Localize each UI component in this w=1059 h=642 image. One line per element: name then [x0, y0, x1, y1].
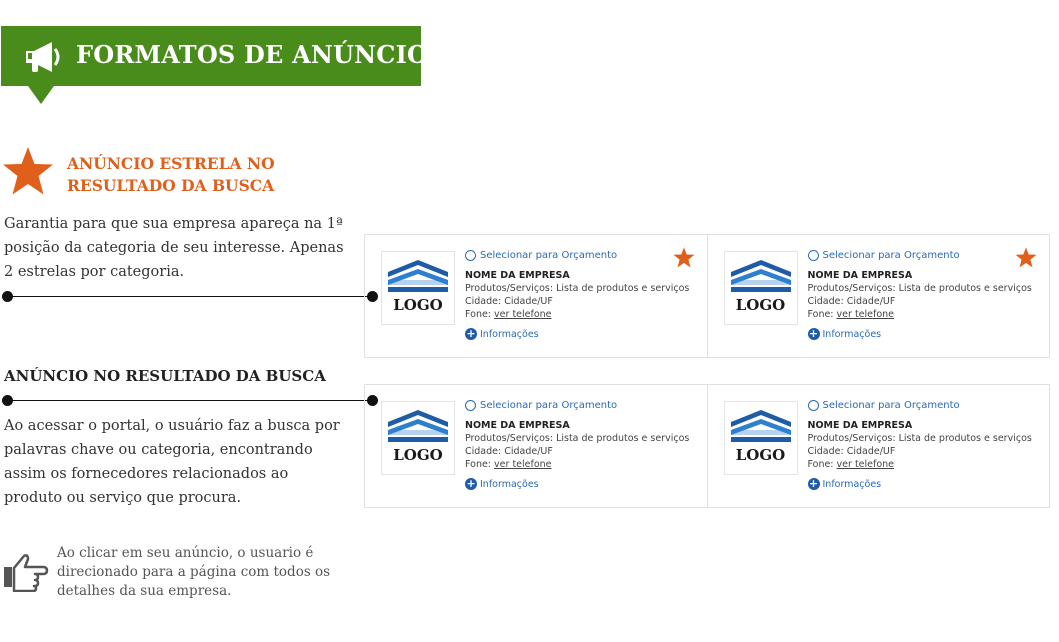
plus-circle-icon: + — [466, 327, 476, 340]
logo-building-icon — [388, 260, 448, 292]
products-line — [808, 283, 1032, 294]
select-for-quote[interactable] — [465, 400, 617, 411]
star-icon — [673, 247, 695, 268]
products-value: Lista de produtos e serviços — [556, 433, 690, 444]
header-banner-tail — [28, 86, 54, 104]
products-value: Lista de produtos e serviços — [556, 283, 690, 294]
company-logo — [381, 401, 455, 475]
products-label: Produtos/Serviços: — [465, 283, 554, 294]
ad-card[interactable] — [365, 385, 707, 507]
phone-line — [808, 309, 895, 320]
company-name: NOME DA EMPRESA — [807, 420, 913, 431]
result-section-title: ANÚNCIO NO RESULTADO DA BUSCA — [4, 367, 326, 385]
info-label: Informações — [480, 328, 539, 340]
plus-circle-icon: + — [808, 477, 819, 490]
connector-line-result — [7, 400, 372, 401]
radio-icon[interactable] — [465, 250, 476, 261]
ad-row-regular — [364, 384, 1050, 508]
city-label: Cidade: — [465, 446, 502, 457]
logo-building-icon — [731, 410, 791, 442]
city-line — [465, 296, 553, 307]
city-value: Cidade/UF — [504, 296, 553, 307]
logo-building-icon — [388, 410, 448, 442]
products-label: Produtos/Serviços: — [807, 283, 896, 294]
city-label: Cidade: — [807, 446, 844, 457]
logo-text: LOGO — [735, 296, 786, 314]
company-logo — [381, 251, 455, 325]
star-icon — [2, 146, 54, 196]
footer-note: Ao clicar em seu anúncio, o usuario é direcionado para a página com todos os detalhes da sua empresa. — [57, 545, 331, 599]
logo-text: LOGO — [393, 296, 443, 314]
info-label: Informações — [822, 328, 882, 340]
info-button[interactable] — [808, 328, 882, 340]
phone-link[interactable]: ver telefone — [836, 309, 895, 320]
radio-icon[interactable] — [808, 250, 819, 261]
phone-line — [465, 459, 552, 470]
products-line — [465, 433, 689, 444]
phone-link[interactable]: ver telefone — [494, 309, 552, 320]
phone-label: Fone: — [465, 459, 492, 470]
phone-label: Fone: — [807, 459, 834, 470]
megaphone-icon — [22, 39, 66, 75]
radio-icon[interactable] — [465, 400, 476, 411]
phone-line — [465, 309, 552, 320]
company-name: NOME DA EMPRESA — [465, 270, 570, 281]
products-label: Produtos/Serviços: — [807, 433, 896, 444]
phone-label: Fone: — [807, 309, 834, 320]
city-value: Cidade/UF — [846, 296, 896, 307]
plus-circle-icon: + — [466, 477, 476, 490]
select-for-quote-label: Selecionar para Orçamento — [822, 400, 960, 411]
select-for-quote[interactable] — [808, 250, 960, 261]
phone-line — [808, 459, 895, 470]
connector-dot — [2, 291, 13, 302]
star-section-title: ANÚNCIO ESTRELA NO RESULTADO DA BUSCA — [67, 154, 275, 195]
city-label: Cidade: — [807, 296, 844, 307]
star-icon — [1015, 247, 1037, 268]
products-label: Produtos/Serviços: — [465, 433, 554, 444]
ad-card[interactable] — [365, 235, 707, 357]
phone-label: Fone: — [465, 309, 492, 320]
products-line — [465, 283, 689, 294]
info-button[interactable] — [465, 328, 539, 340]
plus-circle-icon: + — [808, 327, 819, 340]
connector-dot — [2, 395, 13, 406]
products-line — [808, 433, 1032, 444]
logo-text: LOGO — [735, 446, 786, 464]
company-name: NOME DA EMPRESA — [807, 270, 913, 281]
ad-card[interactable] — [707, 385, 1050, 507]
ad-card[interactable] — [707, 235, 1050, 357]
connector-line-star — [7, 296, 372, 297]
radio-icon[interactable] — [808, 400, 819, 411]
select-for-quote[interactable] — [808, 400, 960, 411]
company-logo — [724, 251, 798, 325]
city-line — [465, 446, 553, 457]
select-for-quote-label: Selecionar para Orçamento — [480, 400, 618, 411]
select-for-quote-label: Selecionar para Orçamento — [480, 250, 618, 261]
result-section-description: Ao acessar o portal, o usuário faz a busca por palavras chave ou categoria, encontrando assim os fornecedores relacionados ao produto ou serviço que procura. — [4, 418, 340, 506]
phone-link[interactable]: ver telefone — [494, 459, 552, 470]
page-title: FORMATOS DE ANÚNCIOS — [76, 40, 446, 69]
company-logo — [724, 401, 798, 475]
info-button[interactable] — [465, 478, 539, 490]
select-for-quote[interactable] — [465, 250, 617, 261]
pointing-hand-icon — [1, 552, 49, 592]
ad-row-star — [364, 234, 1050, 358]
city-value: Cidade/UF — [846, 446, 896, 457]
star-section-description: Garantia para que sua empresa apareça na 1ª posição da categoria de seu interesse. Apenas 2 estrelas por categoria. — [4, 216, 344, 280]
logo-text: LOGO — [393, 446, 443, 464]
info-label: Informações — [822, 478, 882, 490]
logo-building-icon — [731, 260, 791, 292]
select-for-quote-label: Selecionar para Orçamento — [822, 250, 960, 261]
phone-link[interactable]: ver telefone — [836, 459, 895, 470]
city-line — [808, 446, 896, 457]
products-value: Lista de produtos e serviços — [898, 433, 1032, 444]
city-value: Cidade/UF — [504, 446, 553, 457]
products-value: Lista de produtos e serviços — [898, 283, 1032, 294]
company-name: NOME DA EMPRESA — [465, 420, 570, 431]
city-label: Cidade: — [465, 296, 502, 307]
city-line — [808, 296, 896, 307]
info-label: Informações — [480, 478, 539, 490]
info-button[interactable] — [808, 478, 882, 490]
